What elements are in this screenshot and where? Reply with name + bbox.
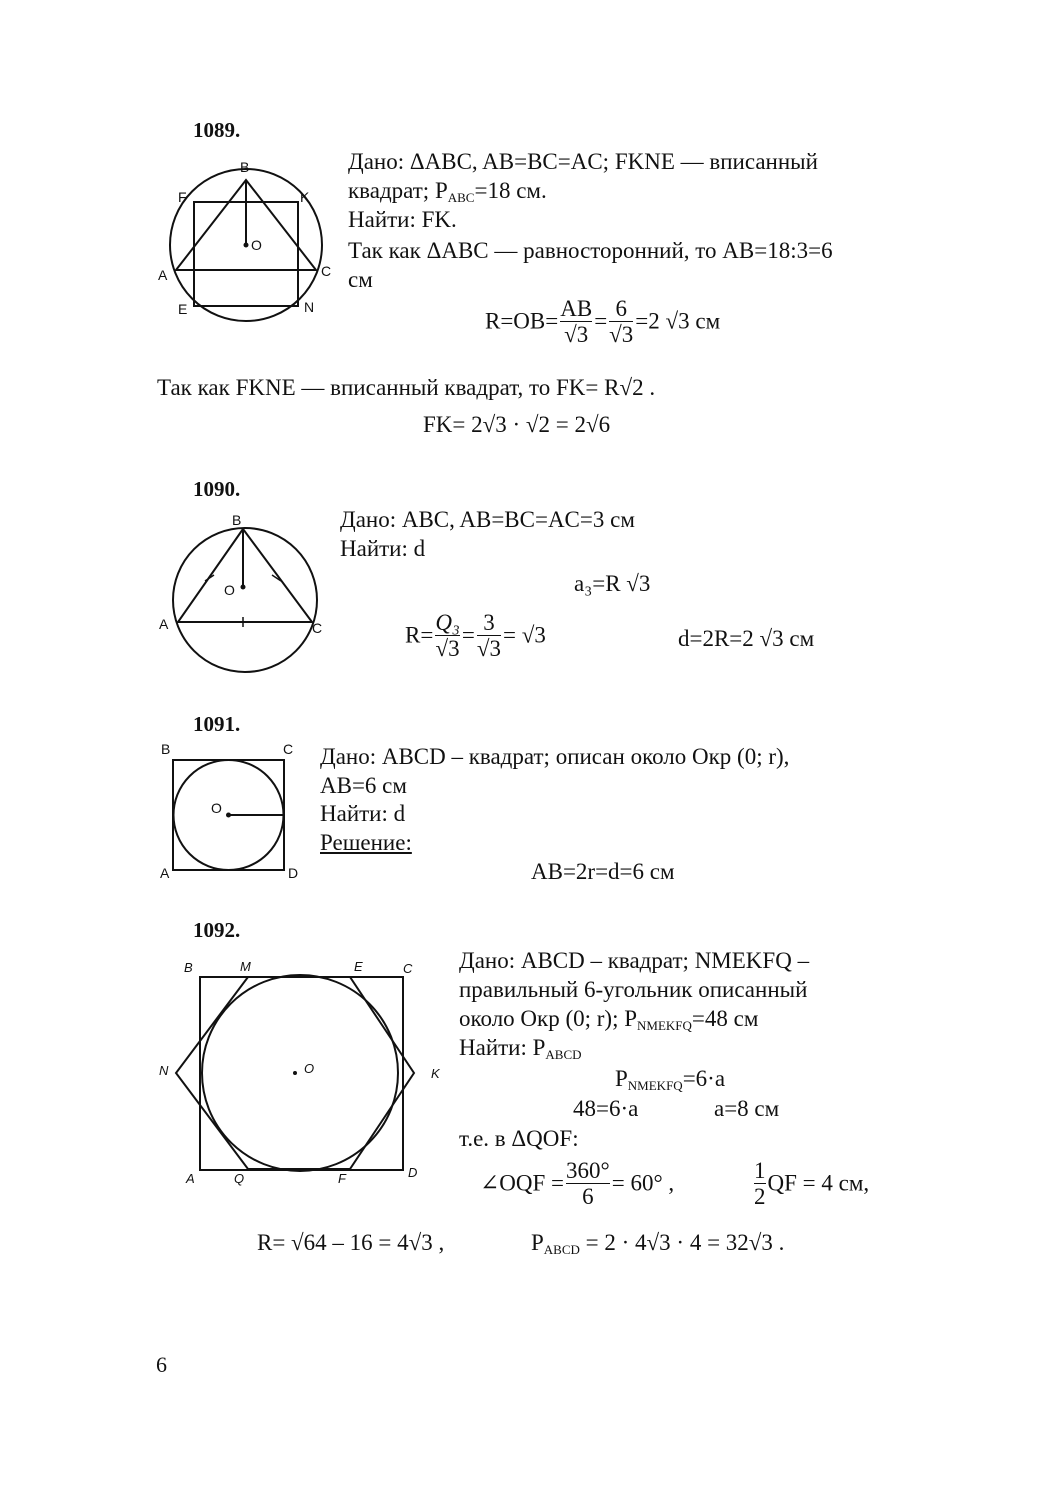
label-D: D bbox=[408, 1165, 418, 1180]
label-E: E bbox=[178, 301, 188, 317]
label-C: C bbox=[283, 741, 294, 757]
p1089-line6: Так как FKNE — вписанный квадрат, то FK= R√2 . bbox=[157, 375, 656, 400]
label-C: C bbox=[321, 263, 332, 279]
p1089-line3: Найти: FK. bbox=[348, 207, 457, 232]
p1092-line3: около Окр (0; r); $P_{NMEKFQ}=48$ см bbox=[459, 1006, 759, 1033]
label-N: N bbox=[304, 299, 315, 315]
p1089-line4: Так как ΔABC — равносторонний, то AB=18:3=6 bbox=[348, 238, 833, 263]
p1092-line9: $P_{ABCD} = 2 \cdot 4√3 \cdot 4 = 32√3$ . bbox=[531, 1230, 785, 1257]
p1089-formula-r: R=OB= $\frac{AB}{√3}$ = $\frac{6}{√3}$ =2 √3 см bbox=[485, 296, 721, 347]
label-A: A bbox=[158, 267, 168, 283]
p1092-line1: Дано: ABCD – квадрат; NMEKFQ – bbox=[459, 948, 810, 973]
p1092-formula-angle: ∠OQF = $\frac{360^\circ}{6}$ = 60° , bbox=[480, 1158, 675, 1209]
label-D: D bbox=[288, 865, 299, 881]
label-E: E bbox=[354, 959, 363, 974]
p1091-line4: Решение: bbox=[320, 830, 412, 855]
label-N: N bbox=[159, 1063, 169, 1078]
p1092-line6b: a=8 см bbox=[714, 1096, 780, 1121]
p1092-formula-half: $\frac{1}{2}$ QF = 4 см, bbox=[754, 1158, 870, 1209]
label-B: B bbox=[232, 512, 242, 528]
p1089-line5: см bbox=[348, 267, 373, 292]
label-O: O bbox=[251, 237, 262, 253]
problem-1091-number: 1091. bbox=[193, 712, 241, 736]
label-B: B bbox=[184, 960, 193, 975]
p1090-line3: a₃=R √3 bbox=[574, 571, 651, 596]
label-O: O bbox=[224, 582, 235, 598]
figure-1090 bbox=[150, 505, 340, 685]
problem-1089-number: 1089. bbox=[193, 118, 241, 142]
p1091-line1: Дано: ABCD – квадрат; описан около Окр (0; r), bbox=[320, 744, 790, 769]
figure-1089 bbox=[150, 150, 350, 330]
p1090-line2: Найти: d bbox=[340, 536, 426, 561]
p1089-line1: Дано: ΔABC, AB=BC=AC; FKNE — вписанный bbox=[348, 149, 818, 174]
figure-1092 bbox=[150, 955, 450, 1195]
p1092-line8: R= √64 – 16 = 4√3 , bbox=[257, 1230, 445, 1255]
label-A: A bbox=[159, 616, 169, 632]
label-C: C bbox=[403, 961, 413, 976]
figure-1091 bbox=[155, 738, 315, 886]
p1091-line2: AB=6 см bbox=[320, 773, 407, 798]
label-C: C bbox=[312, 620, 323, 636]
label-K: K bbox=[300, 189, 310, 205]
label-F: F bbox=[338, 1171, 346, 1186]
p1090-formula-r: R= $\frac{\text{Q₃}}{√3}$ = $\frac{3}{√3}$ = √3 bbox=[405, 610, 546, 661]
label-F: F bbox=[178, 189, 187, 205]
label-O: O bbox=[304, 1061, 315, 1076]
p1089-line7: FK= 2√3 · √2 = 2√6 bbox=[423, 412, 611, 437]
page-number: 6 bbox=[156, 1352, 167, 1377]
label-B: B bbox=[240, 159, 250, 175]
triangle-abc-1090 bbox=[178, 529, 312, 622]
label-A: A bbox=[160, 865, 170, 881]
label-B: B bbox=[161, 741, 171, 757]
p1091-line5: AB=2r=d=6 см bbox=[531, 859, 675, 884]
p1092-line6a: 48=6·a bbox=[573, 1096, 639, 1121]
label-O: O bbox=[211, 800, 222, 816]
problem-1090-number: 1090. bbox=[193, 477, 241, 501]
problem-1092-number: 1092. bbox=[193, 918, 241, 942]
label-Q: Q bbox=[234, 1171, 245, 1186]
p1092-line5: $P_{NMEKFQ}=6\cdot a$ bbox=[615, 1066, 726, 1093]
p1089-line2: квадрат; $P_{ABC}=18$ см. bbox=[348, 178, 547, 205]
p1090-line1: Дано: ABC, AB=BC=AC=3 см bbox=[340, 507, 635, 532]
p1091-line3: Найти: d bbox=[320, 801, 406, 826]
p1092-line2: правильный 6-угольник описанный bbox=[459, 977, 808, 1002]
label-A: A bbox=[186, 1171, 195, 1186]
p1092-line7: т.е. в ΔQOF: bbox=[459, 1126, 579, 1151]
p1090-line4: d=2R=2 √3 см bbox=[678, 626, 815, 651]
label-M: M bbox=[240, 959, 251, 974]
label-K: K bbox=[431, 1066, 440, 1081]
p1092-line4: Найти: $P_{ABCD}$ bbox=[459, 1035, 582, 1062]
